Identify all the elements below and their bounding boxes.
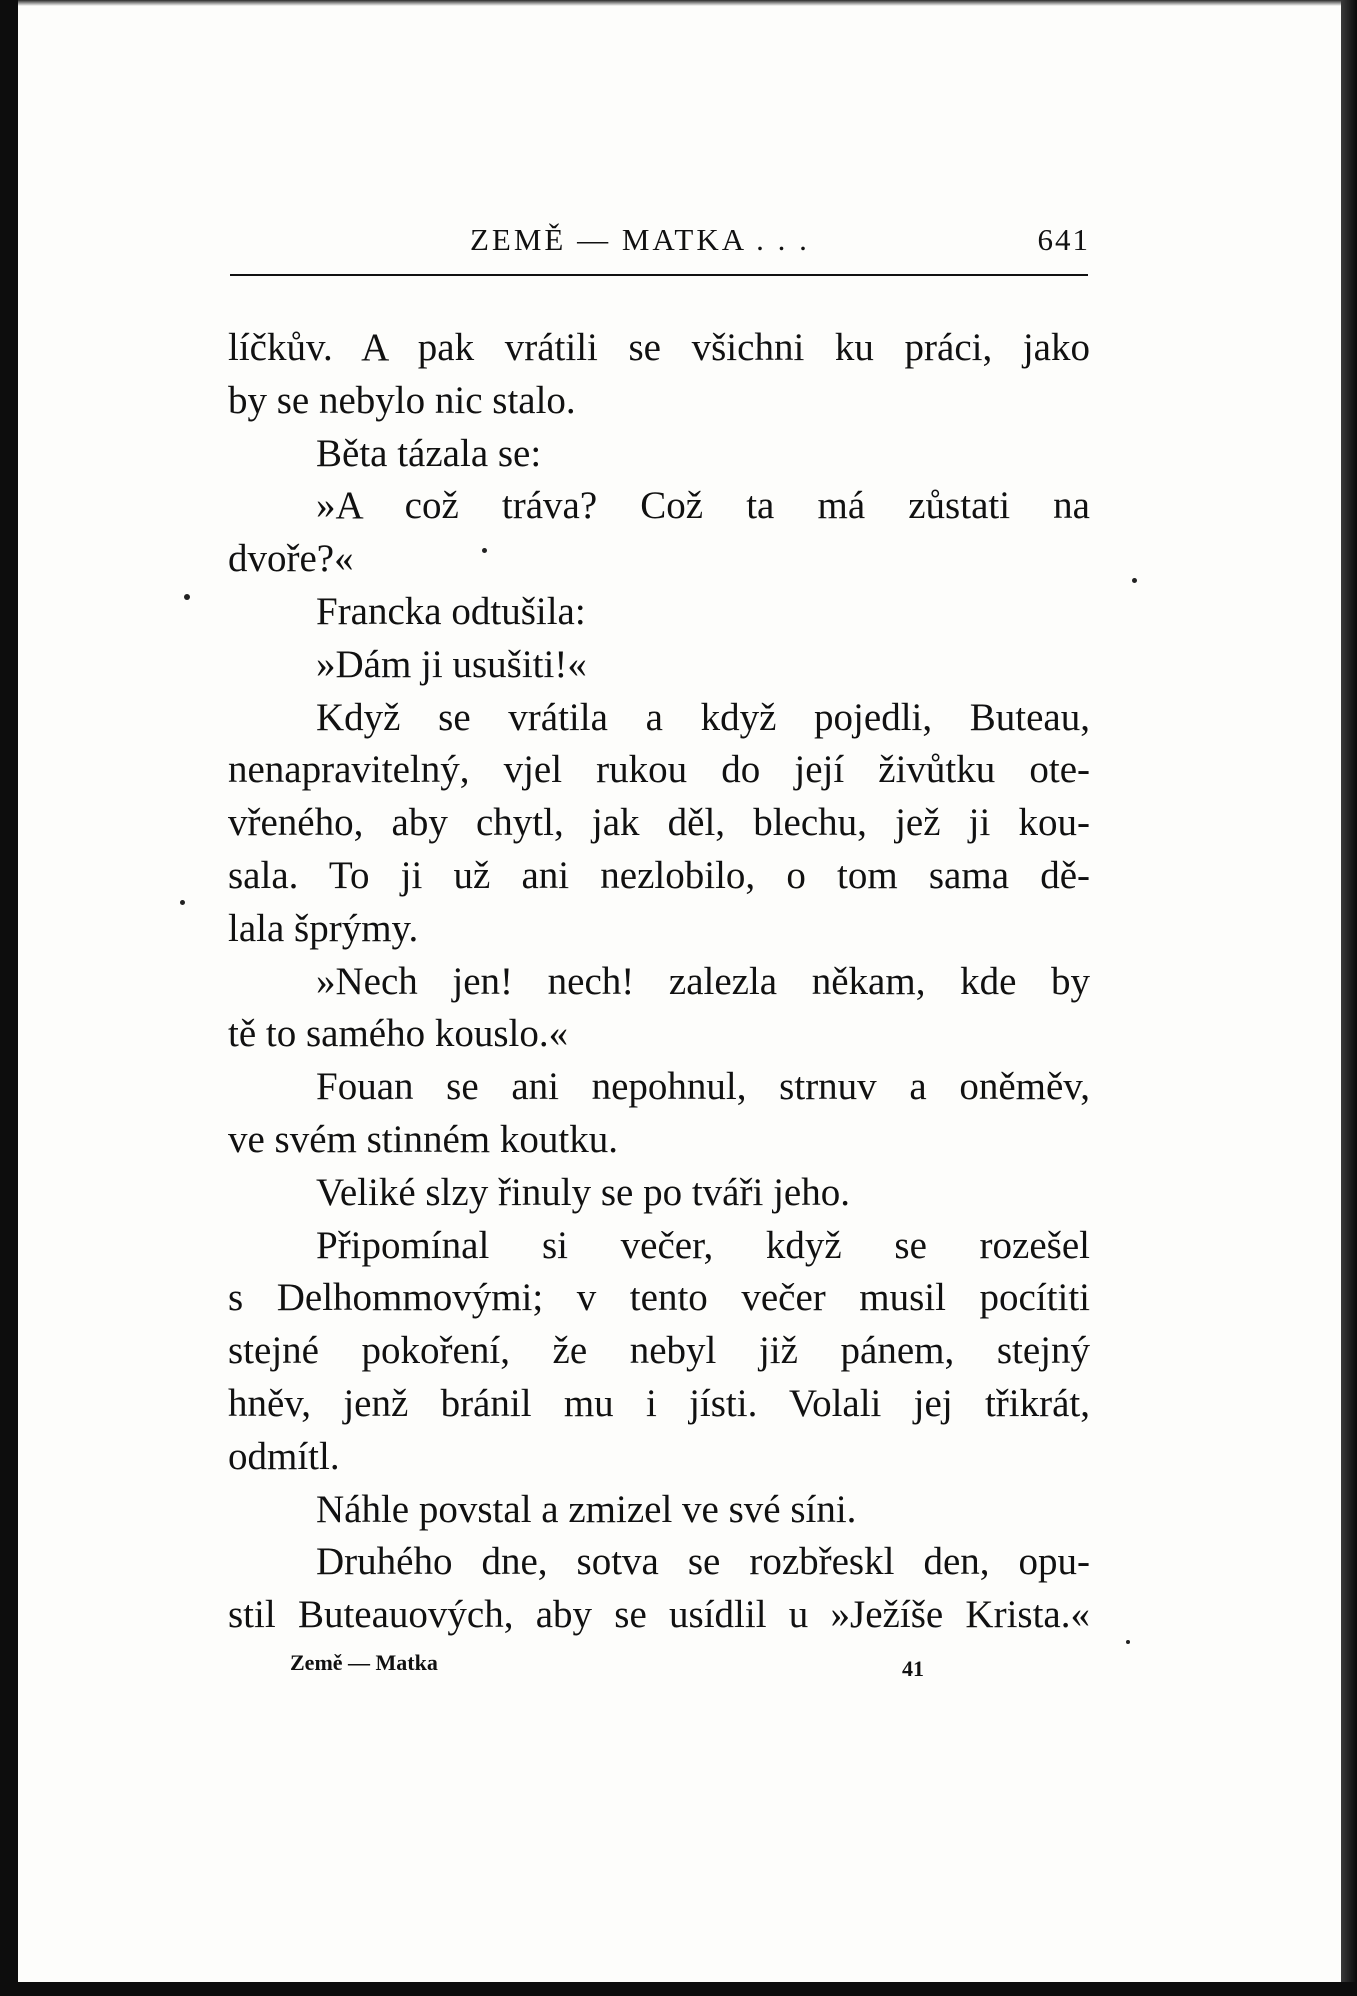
text-line: Připomínal si večer, když se rozešel bbox=[316, 1223, 1090, 1267]
print-speck bbox=[1132, 578, 1137, 583]
running-head: ZEMĚ — MATKA . . . bbox=[470, 222, 810, 257]
page-top-shadow bbox=[0, 0, 1357, 6]
text-line: by se nebylo nic stalo. bbox=[228, 378, 576, 422]
text-line: »A což tráva? Což ta má zůstati na bbox=[316, 484, 1090, 528]
header-rule bbox=[230, 274, 1088, 276]
text-line: sala. To ji už ani nezlobilo, o tom sama dě- bbox=[228, 853, 1090, 897]
body-text bbox=[228, 322, 1090, 1642]
page-number: 641 bbox=[1037, 222, 1090, 257]
print-speck bbox=[482, 548, 487, 553]
text-line: vřeného, aby chytl, jak děl, blechu, jež ji kou- bbox=[228, 801, 1090, 845]
text-line: stil Buteauových, aby se usídlil u »Ježíše Krista.« bbox=[228, 1593, 1090, 1637]
text-line: nenapravitelný, vjel rukou do její živůtku ote- bbox=[228, 748, 1090, 792]
page-bottom-border bbox=[0, 1982, 1357, 1996]
page-left-border bbox=[0, 0, 18, 1996]
page-right-border bbox=[1341, 0, 1357, 1996]
printer-signature: Země — Matka bbox=[290, 1650, 438, 1675]
text-line: Veliké slzy řinuly se po tváři jeho. bbox=[316, 1170, 850, 1214]
text-line: dvoře?« bbox=[228, 537, 354, 581]
text-line: líčkův. A pak vrátili se všichni ku práci, jako bbox=[228, 326, 1090, 369]
signature-number: 41 bbox=[902, 1656, 924, 1681]
text-line: »Nech jen! nech! zalezla někam, kde by bbox=[316, 959, 1090, 1003]
text-line: tě to samého kouslo.« bbox=[228, 1012, 569, 1056]
text-line: »Dám ji usušiti!« bbox=[316, 642, 587, 686]
text-line: odmítl. bbox=[228, 1434, 340, 1478]
text-line: stejné pokoření, že nebyl již pánem, stejný bbox=[228, 1329, 1090, 1373]
text-line: Druhého dne, sotva se rozbřeskl den, opu- bbox=[316, 1540, 1090, 1584]
print-speck bbox=[1126, 1640, 1130, 1644]
print-speck bbox=[180, 900, 185, 905]
text-line: lala šprýmy. bbox=[228, 906, 419, 950]
text-line: s Delhommovými; v tento večer musil pocítiti bbox=[228, 1276, 1090, 1320]
text-line: Fouan se ani nepohnul, strnuv a oněměv, bbox=[316, 1065, 1090, 1109]
text-line: Francka odtušila: bbox=[316, 589, 586, 633]
page-header bbox=[230, 218, 1090, 258]
text-line: hněv, jenž bránil mu i jísti. Volali jej třikrát, bbox=[228, 1381, 1090, 1425]
print-speck bbox=[184, 594, 190, 600]
text-line: Když se vrátila a když pojedli, Buteau, bbox=[316, 695, 1090, 739]
text-line: Běta tázala se: bbox=[316, 431, 542, 475]
text-line: ve svém stinném koutku. bbox=[228, 1117, 618, 1161]
page-footer bbox=[290, 1650, 990, 1690]
text-line: Náhle povstal a zmizel ve své síni. bbox=[316, 1487, 857, 1531]
